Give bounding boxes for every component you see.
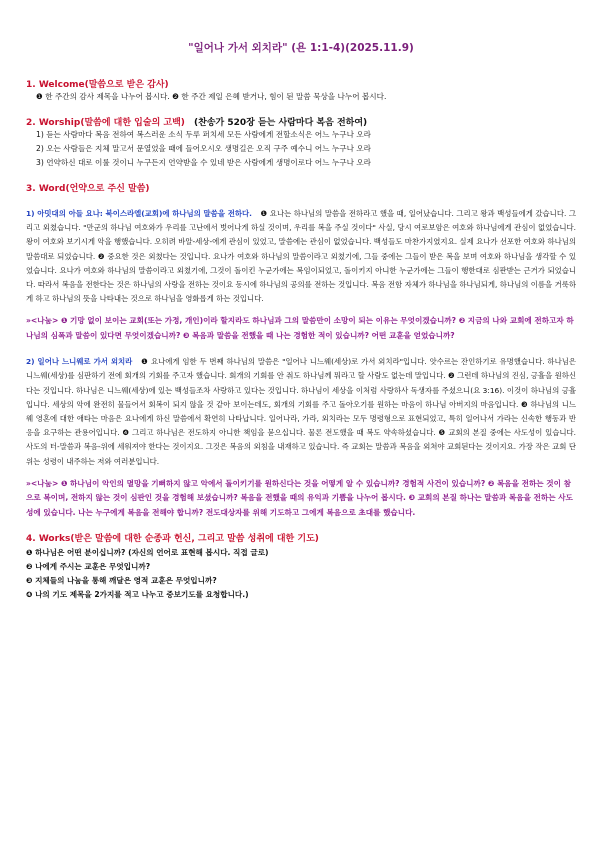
- welcome-line: ❶ 한 주간의 감사 제목을 나누어 봅시다. ❷ 한 주간 제일 은혜 받거나, 힘이 된 말씀 묵상을 나누어 봅시다.: [36, 92, 387, 101]
- section-works: [26, 531, 576, 602]
- section-worship: [26, 115, 576, 170]
- word-point-2-heading: 2) 일어나 느니웨로 가서 외치라: [26, 357, 133, 367]
- word-point-1-body: ❶ 요나는 하나님의 말씀을 전하라고 했을 때, 일어났습니다. 그리고 왕과 백성들에게 갔습니다. 그리고 외쳤습니다. "만군의 하나님 여호와가 우리를 고난에서 벗어나게 하실 것이며, 우리를 복을 주실 것이다" 사실, 당시 여로보암은 여호와 하나님에게 관심이 없었습니다. 왕이 여호와 보기시게 악을 행했습니다. 오히려 바알-세상-에게 관심이 있었고, 말씀에는 관심이 없었습니다. 백성들도 마찬가지였지요. 실제 요나가 선포한 여호와 하나님의 말씀대로 되었습니다. ❷ 중요한 것은 외쳤다는 것입니다. 요나가 여호와 하나님의 말씀이라고 외쳤기에, 그들 중에는 그들이 받은 복을 보며 여호와 하나님을 생각할 수 있었습니다. 요나가 여호와 하나님의 말씀이라고 외쳤기에, 그것이 돌이킨 누군가에는 복임이되었고, 돌이키지 아니한 누군가에는 그들이 행한대로 심판받는 근거가 되었습니다. 따라서 복음을 전한다는 것은 하나님의 사랑을 전하는 것이요 동시에 하나님의 공의를 전하는 것입니다. 복음 전함 자체가 하나님을 하나님되게, 하나님의 이름을 거룩하게 하고 하나님의 뜻을 나타내는 것으로 하나님을 영화롭게 하는 것입니다.: [26, 209, 576, 304]
- document-page: [26, 40, 576, 613]
- section-word-heading: 3. Word(언약으로 주신 말씀): [26, 184, 150, 194]
- word-point-1: [26, 207, 576, 306]
- worship-heading-hymn: (찬송가 520장 듣는 사람마다 복음 전하여): [194, 118, 368, 128]
- worship-heading-main: 2. Worship(말씀에 대한 입술의 고백): [26, 118, 185, 128]
- sharing-questions-2: »<나눔> ❶ 하나님이 악인의 멸망을 기뻐하지 않고 악에서 돌이키기를 원하신다는 것을 어떻게 알 수 있습니까? 경험적 사건이 있습니까? ❷ 복음을 전하는 것이 참으로 복이며, 전하지 않는 것이 심판인 것을 경험해 보셨습니까? 복음을 전했을 때의 유익과 기쁨을 나누어 봅시다. ❸ 교회의 본질 하나는 말씀과 복음을 전하는 사도성에 있습니다. 나는 누구에게 복음을 전해야 합니까? 전도대상자를 위해 기도하고 그에게 복음으로 초대를 했습니다.: [26, 478, 573, 517]
- page-title: "일어나 가서 외치라" (욘 1:1-4)(2025.11.9): [188, 42, 414, 54]
- section-worship-heading: [26, 115, 576, 128]
- works-item-3: ❸ 지체들의 나눔을 통해 깨달은 영적 교훈은 무엇입니까?: [26, 576, 217, 586]
- hymn-verse-3: 3) 언약하신 대로 이룰 것이니 누구든지 언약받을 수 있네 받은 사람에게 생명이로다 어느 누구나 오라: [36, 158, 372, 167]
- sharing-questions-1: »<나눔> ❶ 기망 없이 보이는 교회(또는 가정, 개인)이라 할지라도 하나님과 그의 말씀만이 소망이 되는 이유는 무엇이겠습니까? ❷ 지금의 나와 교회에 전하고자 하나님의 심폭과 말씀이 있다면 무엇이겠습니까? ❸ 복음과 말씀을 전했을 때 나는 경험한 적이 있습니까? 어떤 교훈을 얻었습니까?: [26, 316, 574, 340]
- section-works-heading: 4. Works(받은 말씀에 대한 순종과 헌신, 그리고 말씀 성취에 대한 기도): [26, 534, 319, 545]
- word-point-1-heading: 1) 아밋대의 아들 요나: 북이스라엘(교회)에 하나님의 말씀을 전하다.: [26, 209, 252, 218]
- section-welcome: [26, 77, 576, 104]
- section-welcome-heading: 1. Welcome(말씀으로 받은 감사): [26, 80, 169, 90]
- hymn-verse-2: 2) 오는 사람들은 지체 말고서 문열었을 때에 들어오시오 생명길은 오직 구주 예수니 어느 누구나 오라: [36, 144, 372, 153]
- word-point-2-body: ❶ 요나에게 임한 두 번째 하나님의 말씀은 "일어나 니느웨(세상)로 가서 외치라"입니다. 앗수르는 잔인하기로 유명했습니다. 하나님은 니느웨(세상)를 심판하기 전에 회개의 기회를 주고자 했습니다. 회개의 기회를 안 줘도 하나님께 뭐라고 할 사람도 없는데 말입니다. ❷ 그런데 하나님의 진심, 긍휼을 원하신다는 것입니다. 하나님은 니느웨(세상)에 있는 백성들조차 사랑하고 있다는 것입니다. 하나님이 세상을 이처럼 사랑하사 독생자를 주셨으니(요 3:16). 이것이 하나님의 긍휼입니다. 세상의 악에 완전히 물들어서 회복이 되지 않을 것 같아 보이는데도, 회개의 기회를 주고 돌아오기를 원하는 마음이 하나님 아버지의 마음입니다. ❸ 하나님의 니느웨 영혼에 대한 애타는 마음은 요나에게 하신 말씀에서 확연히 나타납니다. 일어나라, 가라, 외치라는 모두 명령형으로 표현되었고, 특히 일어나서 가라는 신속한 행동과 반응을 요구하는 관용어입니다. ❹ 그리고 하나님은 전도하지 아니한 책임을 묻으십니다. 물론 전도했을 때 복도 약속하셨습니다. ❺ 교회의 본질 중에는 사도성이 있습니다. 사도의 터-말씀과 복음-위에 세워져야 한다는 것이지요. 그것은 복음의 외침을 내재하고 있습니다. 즉 교회는 말씀과 복음을 외쳐야 교회된다는 것이지요. 가장 작은 교회 단위는 성령이 내주하는 저와 여러분입니다.: [26, 357, 576, 466]
- works-item-2: ❷ 나에게 주시는 교훈은 무엇입니까?: [26, 562, 151, 572]
- works-item-1: ❶ 하나님은 어떤 분이십니까? (자신의 언어로 표현해 봅시다. 직접 글로): [26, 548, 269, 558]
- works-item-4: ❹ 나의 기도 제목을 2가지를 적고 나누고 중보기도를 요청합니다.): [26, 590, 249, 600]
- hymn-verse-1: 1) 듣는 사람마다 복음 전하여 복스러운 소식 두루 퍼치세 모든 사람에게 전할소식은 어느 누구나 오라: [36, 130, 372, 139]
- word-point-2: [26, 355, 576, 469]
- section-word: [26, 181, 576, 520]
